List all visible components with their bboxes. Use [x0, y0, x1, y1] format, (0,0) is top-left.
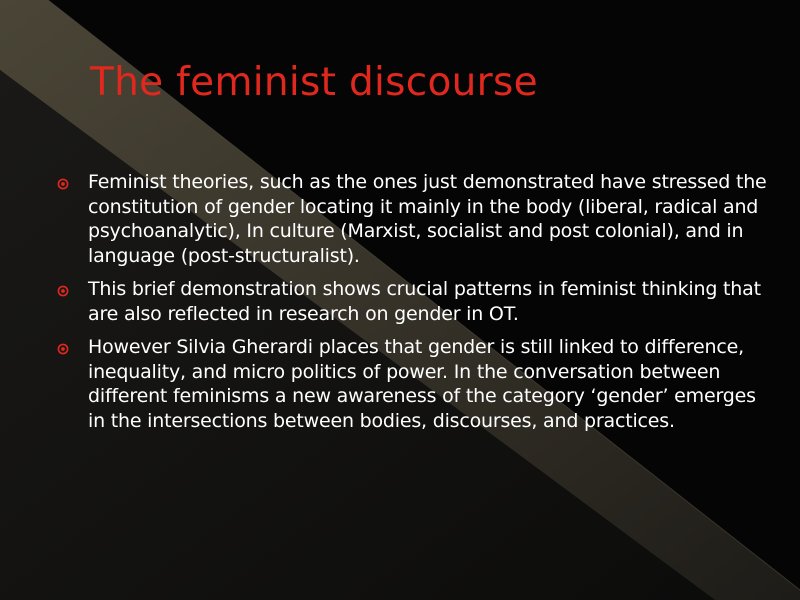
- circle-bullet-icon: [57, 285, 69, 297]
- circle-bullet-icon: [57, 343, 69, 355]
- bullet-text: Feminist theories, such as the ones just demonstrated have stressed the constitution of gender locating it mainly in the body (liberal, radical and psychoanalytic), In culture (Marxist, socialist and post colonial), and in language (post-structuralist).: [88, 171, 767, 267]
- circle-bullet-icon: [57, 178, 69, 190]
- slide-title: The feminist discourse: [90, 60, 538, 105]
- bullet-text: However Silvia Gherardi places that gender is still linked to difference, inequality, and micro politics of power. In the conversation between different feminisms a new awareness of the category ‘gender’ emerges in the intersections between bodies, discourses, and practices.: [88, 336, 756, 432]
- bullet-item: [56, 335, 776, 433]
- bullet-item: [56, 170, 776, 268]
- bullet-text: This brief demonstration shows crucial patterns in feminist thinking that are also reflected in research on gender in OT.: [88, 278, 761, 325]
- bullet-list: [56, 170, 776, 442]
- bullet-item: [56, 277, 776, 326]
